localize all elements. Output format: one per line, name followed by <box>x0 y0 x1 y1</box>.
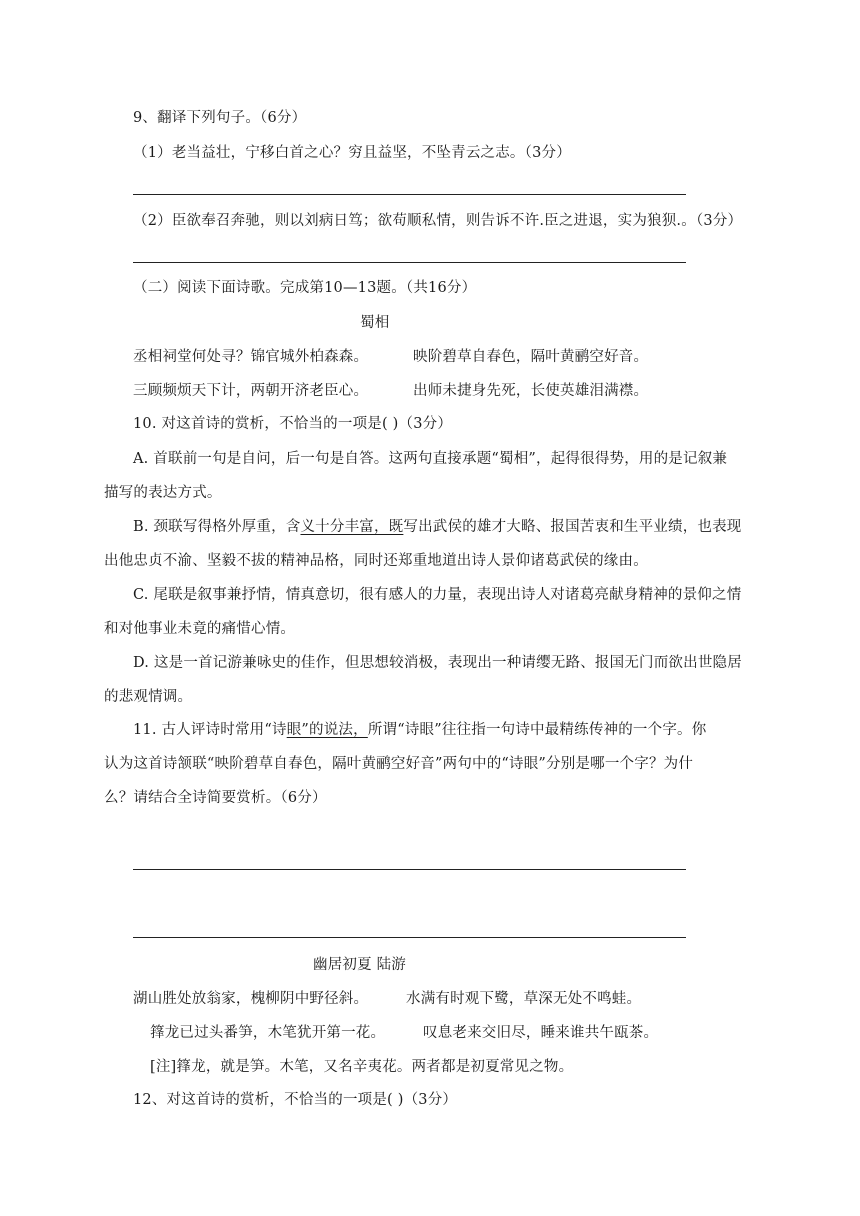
q12-stem: 12、对这首诗的赏析，不恰当的一项是( )（3分） <box>133 1092 458 1108</box>
poem2-note: [注]箨龙，就是笋。木笔，又名辛夷花。两者都是初夏常见之物。 <box>150 1059 574 1075</box>
q11-text-post: 所谓“诗眼”往往指一句诗中最精练传神的一个字。你 <box>367 722 707 738</box>
q9-answer-line-1[interactable] <box>133 194 686 195</box>
poem2-line-2b: 叹息老来交旧尽，睡来谁共午瓯茶。 <box>423 1025 659 1041</box>
q10-option-d-line-2: 的悲观情调。 <box>104 689 193 705</box>
q10-option-c-line-2: 和对他事业未竟的痛惜心情。 <box>104 621 296 637</box>
q10-option-b-underlined: 义十分丰富，既 <box>300 519 404 535</box>
q11-answer-line-2[interactable] <box>133 937 686 938</box>
q11-line-1 <box>133 720 706 740</box>
q10-option-b-text-pre: B. 颈联写得格外厚重，含 <box>133 519 301 535</box>
poem2-line-1b: 水满有时观下鹭，草深无处不鸣蛙。 <box>406 991 642 1007</box>
q9-sentence-2: （2）臣欲奉召奔驰，则以刘病日笃；欲苟顺私情，则告诉不许.臣之进退，实为狼狈.。（3分） <box>133 213 743 229</box>
q11-line-2: 认为这首诗颔联“映阶碧草自春色，隔叶黄鹂空好音”两句中的“诗眼”分别是哪一个字？为什 <box>104 756 694 772</box>
q11-underlined: 眼”的说法， <box>286 722 368 738</box>
q9-answer-line-2[interactable] <box>133 262 686 263</box>
poem1-line-2b: 出师未捷身先死，长使英雄泪满襟。 <box>413 383 649 399</box>
q10-stem: 10. 对这首诗的赏析，不恰当的一项是( )（3分） <box>133 416 453 432</box>
q11-line-3: 么？请结合全诗简要赏析。（6分） <box>104 790 327 806</box>
poem1-title: 蜀相 <box>360 315 390 331</box>
q10-option-a-line-2: 描写的表达方式。 <box>104 485 222 501</box>
q9-title: 9、翻译下列句子。（6分） <box>133 110 307 126</box>
q9-sentence-1: （1）老当益壮，宁移白首之心？穷且益坚，不坠青云之志。（3分） <box>133 145 571 161</box>
poem1-line-2a: 三顾频烦天下计，两朝开济老臣心。 <box>133 383 369 399</box>
poem2-title: 幽居初夏 陆游 <box>313 957 407 973</box>
poem2-line-1a: 湖山胜处放翁家，槐柳阴中野径斜。 <box>133 991 369 1007</box>
q10-option-d-line-1: D. 这是一首记游兼咏史的佳作，但思想较消极，表现出一种请缨无路、报国无门而欲出世隐居 <box>133 655 742 671</box>
q10-option-b-text-post: 写出武侯的雄才大略、报国苦衷和生平业绩，也表现 <box>403 519 742 535</box>
poem1-line-1a: 丞相祠堂何处寻？锦官城外柏森森。 <box>133 349 369 365</box>
poem2-line-2a: 箨龙已过头番笋，木笔犹开第一花。 <box>150 1025 386 1041</box>
q10-option-b-line-1 <box>133 517 742 537</box>
q11-answer-line-1[interactable] <box>133 869 686 870</box>
q10-option-b-line-2: 出他忠贞不渝、坚毅不拔的精神品格，同时还郑重地道出诗人景仰诸葛武侯的缘由。 <box>104 553 648 569</box>
poem1-line-1b: 映阶碧草自春色，隔叶黄鹂空好音。 <box>413 349 649 365</box>
section2-intro: （二）阅读下面诗歌。完成第10—13题。（共16分） <box>133 280 477 296</box>
q10-option-c-line-1: C. 尾联是叙事兼抒情，情真意切，很有感人的力量，表现出诗人对诸葛亮献身精神的景仰之情 <box>133 587 742 603</box>
q11-text-pre: 11. 古人评诗时常用“诗 <box>133 722 287 738</box>
q10-option-a-line-1: A. 首联前一句是自问，后一句是自答。这两句直接承题“蜀相”，起得很得势，用的是记叙兼 <box>133 451 728 467</box>
